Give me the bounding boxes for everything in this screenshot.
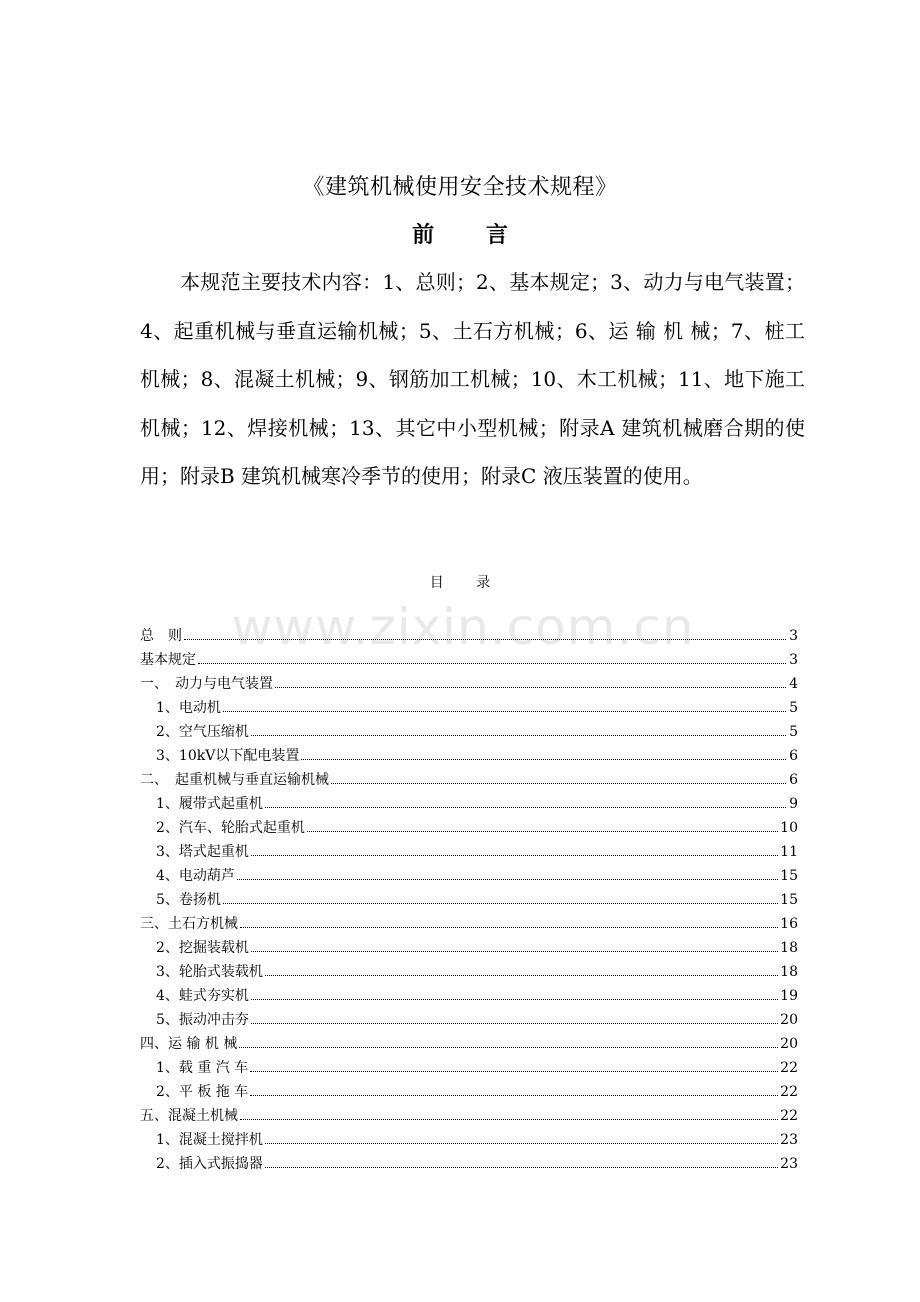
toc-entry[interactable] <box>140 716 798 740</box>
toc-dot-leader <box>223 902 778 904</box>
toc-entry-page: 3 <box>789 628 798 644</box>
toc-entry[interactable] <box>140 812 798 836</box>
toc-dot-leader <box>307 830 778 832</box>
toc-dot-leader <box>240 1118 778 1120</box>
toc-entry-label: 3、塔式起重机 <box>156 844 249 860</box>
toc-entry-label: 2、空气压缩机 <box>156 724 249 740</box>
toc-dot-leader <box>265 1142 778 1144</box>
toc-entry[interactable] <box>140 1052 798 1076</box>
toc-dot-leader <box>250 1070 778 1072</box>
toc-entry-page: 23 <box>780 1132 798 1148</box>
toc-entry-page: 6 <box>789 748 798 764</box>
watermark: www.zixin.com.cn <box>231 598 695 656</box>
toc-entry-label: 一、 动力与电气装置 <box>140 676 273 692</box>
toc-entry-label: 3、10kV以下配电装置 <box>156 748 300 764</box>
toc-entry[interactable] <box>140 884 798 908</box>
toc-entry-page: 15 <box>780 892 798 908</box>
toc-entry[interactable] <box>140 860 798 884</box>
toc-entry-label: 2、插入式振捣器 <box>156 1156 263 1172</box>
toc-entry-page: 5 <box>789 700 798 716</box>
toc-dot-leader <box>251 734 786 736</box>
toc-dot-leader <box>265 806 786 808</box>
toc-entry-label: 3、轮胎式装载机 <box>156 964 263 980</box>
toc-dot-leader <box>240 926 778 928</box>
toc-entry-label: 2、平 板 拖 车 <box>156 1084 249 1100</box>
toc-entry-page: 9 <box>789 796 798 812</box>
toc-entry-label: 5、卷扬机 <box>156 892 221 908</box>
toc-entry-label: 2、挖掘装载机 <box>156 940 249 956</box>
toc-dot-leader <box>184 638 786 640</box>
toc-entry-page: 16 <box>780 916 798 932</box>
toc-entry-label: 二、 起重机械与垂直运输机械 <box>140 772 329 788</box>
toc-entry[interactable] <box>140 1100 798 1124</box>
toc-entry-label: 五、混凝土机械 <box>140 1108 238 1124</box>
toc-entry[interactable] <box>140 1076 798 1100</box>
toc-entry[interactable] <box>140 932 798 956</box>
toc-dot-leader <box>239 1046 778 1048</box>
toc-entry-page: 10 <box>780 820 798 836</box>
toc-dot-leader <box>251 1022 778 1024</box>
toc-entry-page: 19 <box>780 988 798 1004</box>
toc-entry-page: 11 <box>780 844 798 860</box>
toc-dot-leader <box>301 758 786 760</box>
toc-entry-label: 1、混凝土搅拌机 <box>156 1132 263 1148</box>
toc-entry-page: 20 <box>780 1036 798 1052</box>
toc-entry-page: 3 <box>789 652 798 668</box>
toc-entry-page: 6 <box>789 772 798 788</box>
preface-heading: 前 言 <box>412 222 530 248</box>
toc-entry-page: 22 <box>780 1084 798 1100</box>
toc-dot-leader <box>251 854 778 856</box>
preface-paragraph: 本规范主要技术内容：1、总则；2、基本规定；3、动力与电气装置；4、起重机械与垂直运输机械；5、土石方机械；6、运 输 机 械；7、桩工机械；8、混凝土机械；9、钢筋加工机械；10、木工机械；11、地下施工机械；12、焊接机械；13、其它中小型机械；附录A 建筑机械磨合期的使用；附录B 建筑机械寒冷季节的使用；附录C 液压装置的使用。 <box>140 270 805 488</box>
toc-entry-label: 5、振动冲击夯 <box>156 1012 249 1028</box>
toc-dot-leader <box>250 1094 778 1096</box>
toc-heading: 目 录 <box>429 575 505 591</box>
toc-dot-leader <box>223 710 786 712</box>
toc-entry[interactable] <box>140 956 798 980</box>
preface-body <box>140 258 805 501</box>
toc-entry-page: 18 <box>780 964 798 980</box>
toc-entry-label: 基本规定 <box>140 652 196 668</box>
toc-dot-leader <box>265 974 778 976</box>
toc-entry[interactable] <box>140 764 798 788</box>
toc-entry-page: 22 <box>780 1060 798 1076</box>
toc-entry-label: 4、电动葫芦 <box>156 868 235 884</box>
toc-entry-page: 23 <box>780 1156 798 1172</box>
toc-entry-label: 总 则 <box>140 628 182 644</box>
toc-entry-page: 20 <box>780 1012 798 1028</box>
toc-dot-leader <box>251 950 778 952</box>
toc-entry-page: 22 <box>780 1108 798 1124</box>
document-title: 《建筑机械使用安全技术规程》 <box>302 175 618 200</box>
toc-entry[interactable] <box>140 692 798 716</box>
toc-entry-label: 4、蛙式夯实机 <box>156 988 249 1004</box>
toc-entry[interactable] <box>140 1148 798 1172</box>
toc-entry-page: 15 <box>780 868 798 884</box>
toc-entry-label: 1、电动机 <box>156 700 221 716</box>
toc-entry[interactable] <box>140 668 798 692</box>
toc-entry[interactable] <box>140 788 798 812</box>
toc-entry[interactable] <box>140 1028 798 1052</box>
toc-entry-page: 18 <box>780 940 798 956</box>
toc-entry[interactable] <box>140 908 798 932</box>
toc-entry[interactable] <box>140 620 798 644</box>
toc-dot-leader <box>275 686 786 688</box>
toc-entry[interactable] <box>140 1124 798 1148</box>
toc-entry[interactable] <box>140 740 798 764</box>
toc-dot-leader <box>237 878 778 880</box>
toc-entry[interactable] <box>140 1004 798 1028</box>
toc-entry[interactable] <box>140 836 798 860</box>
toc-entry[interactable] <box>140 980 798 1004</box>
toc-entry-page: 5 <box>789 724 798 740</box>
table-of-contents <box>140 620 798 1172</box>
toc-entry-label: 2、汽车、轮胎式起重机 <box>156 820 305 836</box>
toc-entry-page: 4 <box>789 676 798 692</box>
toc-dot-leader <box>198 662 786 664</box>
toc-entry-label: 1、载 重 汽 车 <box>156 1060 249 1076</box>
toc-dot-leader <box>331 782 786 784</box>
toc-dot-leader <box>251 998 778 1000</box>
toc-entry[interactable] <box>140 644 798 668</box>
toc-entry-label: 三、土石方机械 <box>140 916 238 932</box>
toc-dot-leader <box>265 1166 778 1168</box>
toc-entry-label: 1、履带式起重机 <box>156 796 263 812</box>
toc-entry-label: 四、运 输 机 械 <box>140 1036 238 1052</box>
